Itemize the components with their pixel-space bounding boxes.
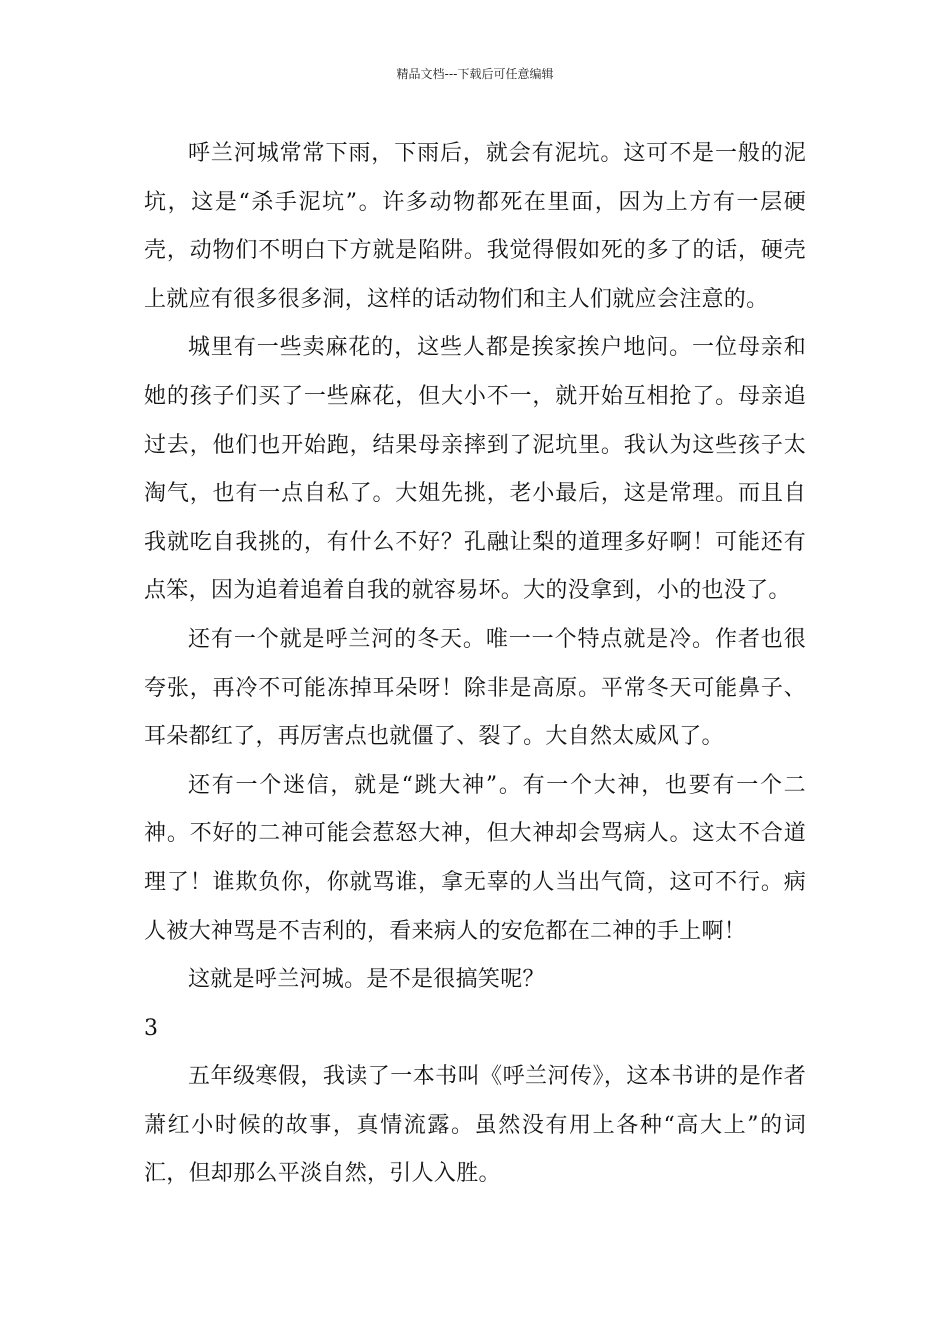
paragraph-mahua-sellers: 城里有一些卖麻花的，这些人都是挨家挨户地问。一位母亲和她的孩子们买了一些麻花，但大小不一，就开始互相抢了。母亲追过去，他们也开始跑，结果母亲摔到了泥坑里。我认为这些孩子太淘气，也有一点自私了。大姐先挑，老小最后，这是常理。而且自我就吃自我挑的，有什么不好？孔融让梨的道理多好啊！可能还有点笨，因为追着追着自我的就容易坏。大的没拿到，小的也没了。 bbox=[144, 335, 806, 604]
section-number: 3 bbox=[144, 1015, 159, 1041]
paragraph-winter: 还有一个就是呼兰河的冬天。唯一一个特点就是冷。作者也很夸张，再冷不可能冻掉耳朵呀！除非是高原。平常冬天可能鼻子、耳朵都红了，再厉害点也就僵了、裂了。大自然太威风了。 bbox=[144, 626, 806, 750]
paragraph-mud-pit: 呼兰河城常常下雨，下雨后，就会有泥坑。这可不是一般的泥坑，这是“杀手泥坑”。许多动物都死在里面，因为上方有一层硬壳，动物们不明白下方就是陷阱。我觉得假如死的多了的话，硬壳上就应有很多很多洞，这样的话动物们和主人们就应会注意的。 bbox=[144, 141, 806, 312]
paragraph-winter-vacation: 五年级寒假，我读了一本书叫《呼兰河传》，这本书讲的是作者萧红小时候的故事，真情流露。虽然没有用上各种“高大上”的词汇，但却那么平淡自然，引人入胜。 bbox=[144, 1064, 806, 1187]
document-body bbox=[144, 130, 806, 1199]
paragraph-tiao-da-shen: 还有一个迷信，就是“跳大神”。有一个大神，也要有一个二神。不好的二神可能会惹怒大神，但大神却会骂病人。这太不合道理了！谁欺负你，你就骂谁，拿无辜的人当出气筒，这可不行。病人被大神骂是不吉利的，看来病人的安危都在二神的手上啊！ bbox=[144, 772, 806, 944]
paragraph-conclusion: 这就是呼兰河城。是不是很搞笑呢？ bbox=[188, 967, 545, 993]
page-header: 精品文档---下载后可任意编辑 bbox=[396, 67, 554, 81]
